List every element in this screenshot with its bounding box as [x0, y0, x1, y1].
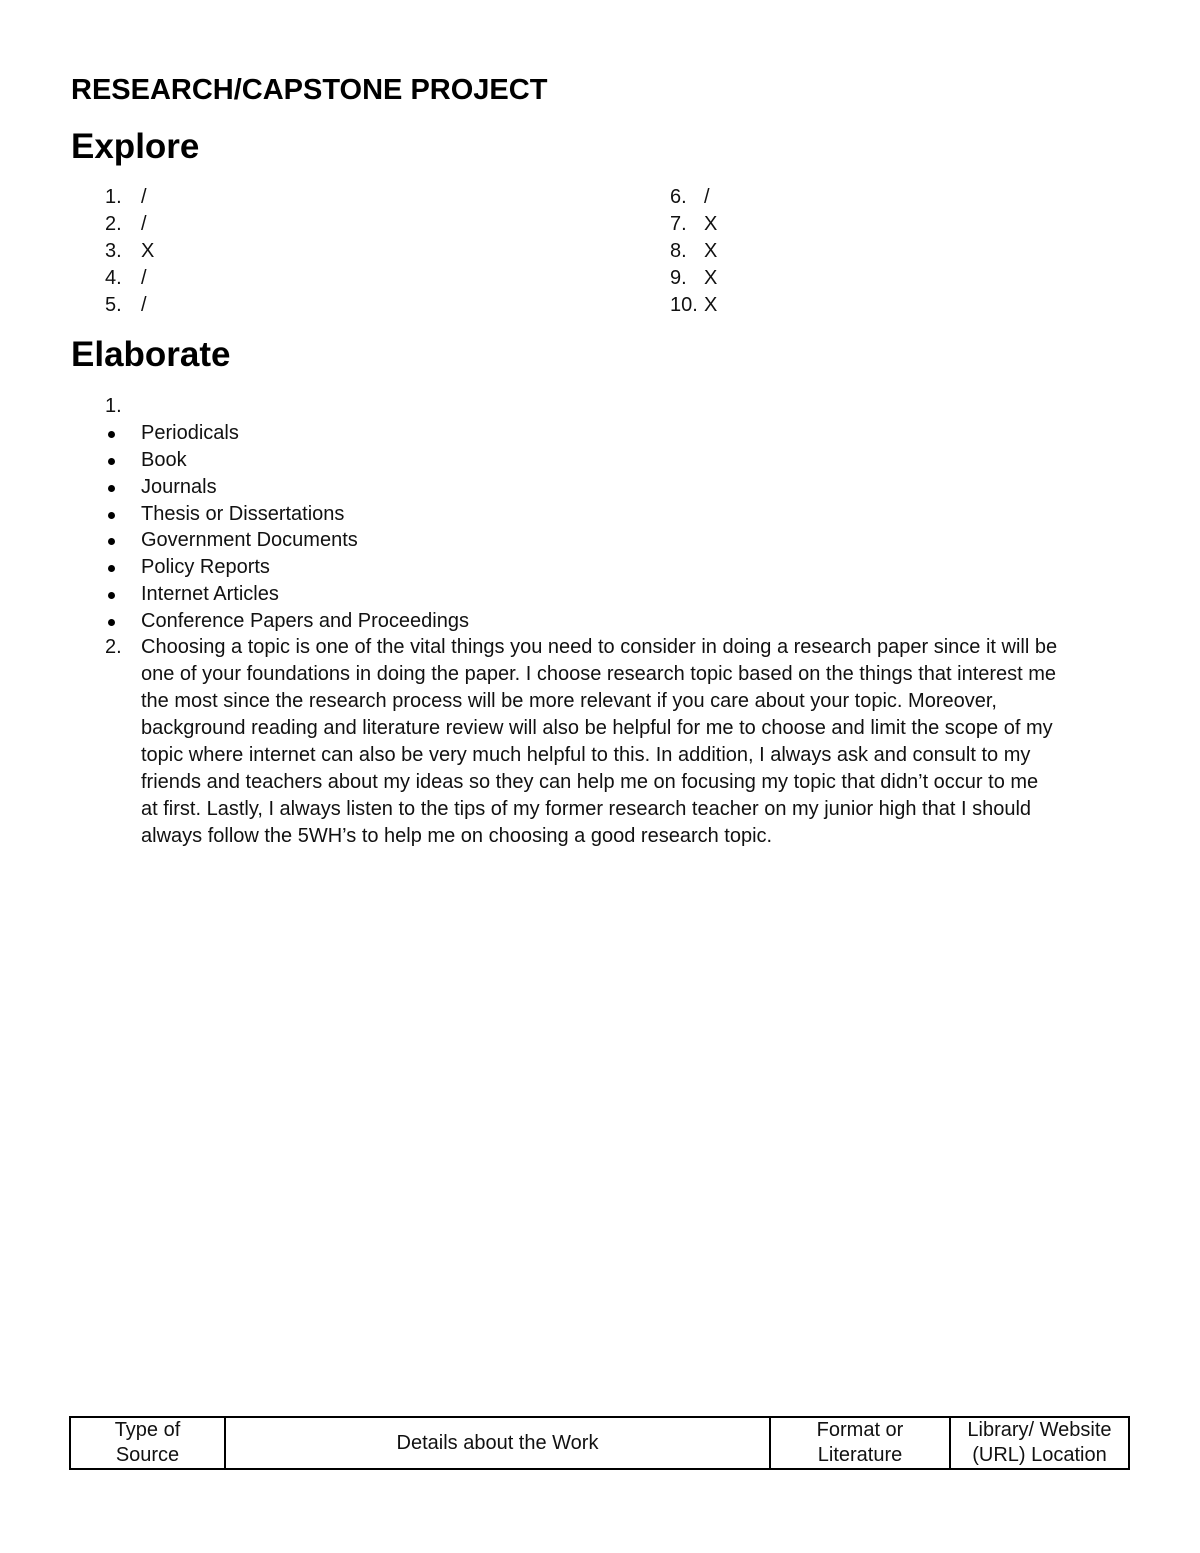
bullet-text: Internet Articles: [141, 583, 279, 605]
elaborate-item-1-number: 1.: [105, 395, 122, 417]
topic-choice-paragraph: [141, 634, 1141, 850]
paragraph-line: the most since the research process will be more relevant if you care about your topic. Moreover,: [141, 690, 997, 712]
bullet-icon: [108, 592, 115, 599]
header-line: Library/ Website: [967, 1419, 1112, 1441]
bullet-icon: [108, 565, 115, 572]
explore-item-mark: /: [141, 294, 147, 316]
paragraph-line: one of your foundations in doing the paper. I choose research topic based on the things that interest me: [141, 663, 1057, 685]
explore-item-number: 4.: [105, 267, 122, 289]
explore-item-number: 8.: [670, 240, 687, 262]
bullet-icon: [108, 538, 115, 545]
header-line: Source: [115, 1444, 180, 1466]
header-line: (URL) Location: [972, 1444, 1107, 1466]
bullet-text: Journals: [141, 476, 217, 498]
explore-item-mark: X: [141, 240, 155, 262]
paragraph-line: topic where internet can also be very much helpful to this. In addition, I always ask and consult to my: [141, 744, 1031, 766]
explore-item-mark: /: [141, 186, 147, 208]
explore-item-number: 7.: [670, 213, 687, 235]
document-title: RESEARCH/CAPSTONE PROJECT: [71, 74, 548, 106]
explore-item-mark: /: [704, 186, 710, 208]
table-header-row: [70, 1417, 1129, 1469]
bullet-text: Book: [141, 449, 187, 471]
header-line: Type of: [114, 1419, 181, 1441]
explore-item-number: 10.: [670, 294, 698, 316]
bullet-icon: [108, 512, 115, 519]
header-format-or-literature: [770, 1417, 950, 1469]
paragraph-line: friends and teachers about my ideas so they can help me on focusing my topic that didn’t occur to me: [141, 771, 1039, 793]
paragraph-line: Choosing a topic is one of the vital things you need to consider in doing a research paper since it will be: [141, 636, 1058, 658]
bullet-icon: [108, 431, 115, 438]
bullet-text: Thesis or Dissertations: [141, 503, 345, 525]
explore-item-mark: X: [704, 294, 718, 316]
explore-item-number: 5.: [105, 294, 122, 316]
explore-item-number: 9.: [670, 267, 687, 289]
header-line: Details about the Work: [396, 1431, 599, 1454]
header-line: Literature: [817, 1444, 903, 1466]
explore-item-mark: X: [704, 240, 718, 262]
header-line: Format or: [816, 1419, 904, 1441]
paragraph-line: always follow the 5WH’s to help me on choosing a good research topic.: [141, 825, 773, 847]
bullet-icon: [108, 458, 115, 465]
explore-item-mark: X: [704, 213, 718, 235]
explore-item-number: 3.: [105, 240, 122, 262]
paragraph-line: at first. Lastly, I always listen to the tips of my former research teacher on my junior high that I should: [141, 798, 1032, 820]
header-type-of-source: [70, 1417, 225, 1469]
elaborate-item-2-number: 2.: [105, 636, 122, 658]
explore-item-mark: /: [141, 267, 147, 289]
header-details-about-work: [225, 1417, 770, 1469]
explore-item-mark: X: [704, 267, 718, 289]
explore-item-mark: /: [141, 213, 147, 235]
bullet-icon: [108, 485, 115, 492]
explore-item-number: 2.: [105, 213, 122, 235]
bullet-icon: [108, 619, 115, 626]
elaborate-heading: Elaborate: [71, 335, 231, 374]
bullet-text: Conference Papers and Proceedings: [141, 610, 469, 632]
paragraph-line: background reading and literature review will also be helpful for me to choose and limit the scope of my: [141, 717, 1053, 739]
bullet-text: Government Documents: [141, 529, 358, 551]
explore-heading: Explore: [71, 127, 200, 166]
header-library-website-location: [950, 1417, 1129, 1469]
bullet-text: Periodicals: [141, 422, 239, 444]
explore-item-number: 6.: [670, 186, 687, 208]
bullet-text: Policy Reports: [141, 556, 270, 578]
explore-item-number: 1.: [105, 186, 122, 208]
sources-table: [69, 1416, 1130, 1470]
